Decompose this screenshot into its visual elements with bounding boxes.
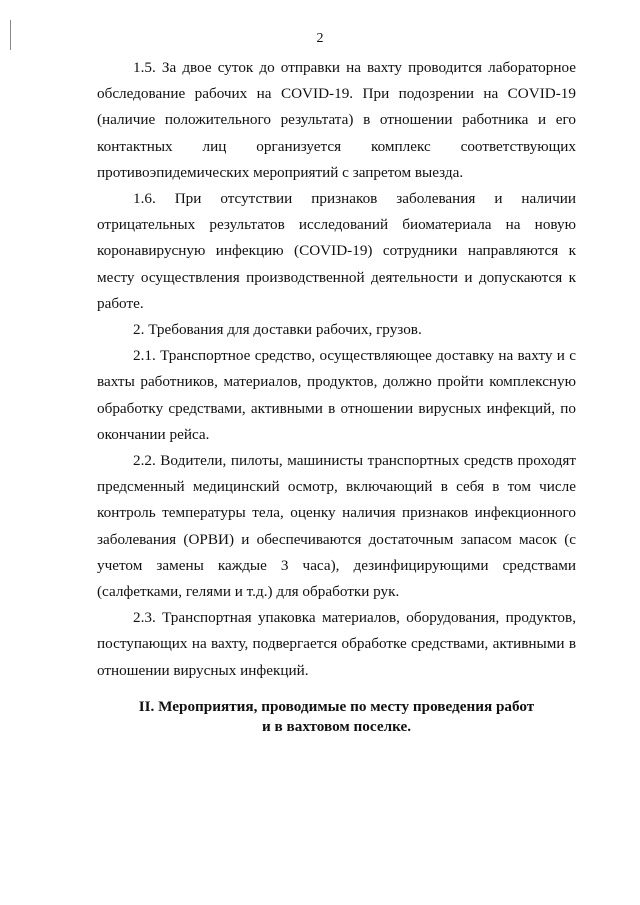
paragraph-2-3: 2.3. Транспортная упаковка материалов, оборудования, продуктов, поступающих на вахту, подвергается обработке средствами, активными в отношении вирусных инфекций. <box>97 609 576 679</box>
page-number: 2 <box>316 31 324 46</box>
paragraph-2-heading: 2. Требования для доставки рабочих, грузов. <box>133 321 422 339</box>
paragraph-1-5: 1.5. За двое суток до отправки на вахту проводится лабораторное обследование рабочих на COVID-19. При подозрении на COVID-19 (наличие положительного результата) в отношении работника и его контактных лиц организуется комплекс соответствующих противоэпидемических мероприятий с запретом выезда. <box>97 59 576 181</box>
section-title-line-2: и в вахтовом поселке. <box>261 718 412 735</box>
paragraph-2-1: 2.1. Транспортное средство, осуществляющее доставку на вахту и с вахты работников, материалов, продуктов, должно пройти комплексную обработку средствами, активными в отношении вирусных инфекций, по окончании рейса. <box>97 347 576 443</box>
paragraph-2-2: 2.2. Водители, пилоты, машинисты транспортных средств проходят предсменный медицинский осмотр, включающий в себя в том числе контроль температуры тела, оценку наличия признаков инфекционного заболевания (ОРВИ) и обеспечиваются достаточным запасом масок (с учетом замены каждые 3 часа), дезинфицирующими средствами (салфетками, гелями и т.д.) для обработки рук. <box>97 452 576 601</box>
paragraph-1-6: 1.6. При отсутствии признаков заболевания и наличии отрицательных результатов исследований биоматериала на новую коронавирусную инфекцию (COVID-19) сотрудники направляются к месту осуществления производственной деятельности и допускаются к работе. <box>97 190 576 312</box>
section-title-line-1: II. Мероприятия, проводимые по месту проведения работ <box>138 698 535 715</box>
document-body <box>97 55 576 684</box>
section-title <box>97 697 576 737</box>
